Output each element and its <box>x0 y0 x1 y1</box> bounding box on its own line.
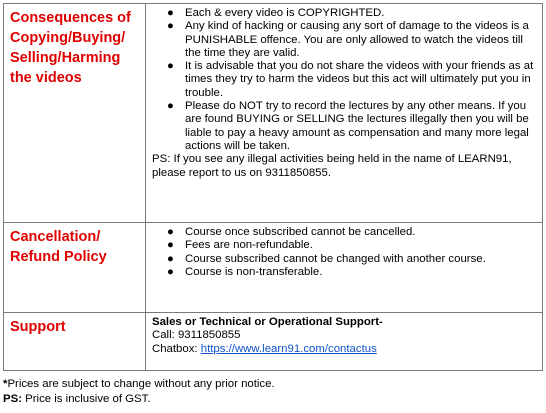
bullet-icon: ● <box>167 7 174 19</box>
bullet-icon: ● <box>167 265 174 278</box>
asterisk: * <box>3 378 8 390</box>
list-item <box>152 253 538 266</box>
list-item-text: Fees are non-refundable. <box>185 239 313 252</box>
support-phone: Call: 9311850855 <box>152 329 241 342</box>
consequences-heading: Consequences of Copying/Buying/ Selling/Harming the videos <box>4 4 146 223</box>
bullet-icon: ● <box>167 60 174 73</box>
price-note <box>3 377 275 392</box>
cancellation-content <box>146 223 543 313</box>
bullet-icon: ● <box>167 252 174 265</box>
price-note-text: Prices are subject to change without any prior notice. <box>7 378 275 390</box>
list-item-text: Each & every video is COPYRIGHTED. <box>185 7 385 19</box>
list-item <box>152 266 538 279</box>
list-item <box>152 7 538 20</box>
cancellation-heading: Cancellation/ Refund Policy <box>4 223 146 313</box>
bullet-icon: ● <box>167 226 174 238</box>
list-item <box>152 60 538 100</box>
bullet-icon: ● <box>167 239 174 252</box>
list-item-text: Course once subscribed cannot be cancelled. <box>185 226 416 238</box>
list-item <box>152 100 538 153</box>
support-content <box>146 313 543 371</box>
consequences-content <box>146 4 543 223</box>
report-note: PS: If you see any illegal activities being held in the name of LEARN91, please report to us on 9311850855. <box>152 153 512 179</box>
contact-link[interactable]: https://www.learn91.com/contactus <box>200 342 377 355</box>
list-item <box>152 226 538 239</box>
gst-note-text: Price is inclusive of GST. <box>22 392 151 405</box>
policy-table <box>3 3 543 371</box>
consequences-row <box>4 4 543 223</box>
support-title: Sales or Technical or Operational Support- <box>152 316 383 328</box>
list-item-text: It is advisable that you do not share the videos with your friends as at times they try to harm the videos but this act will ultimately put you in trouble. <box>185 60 534 99</box>
bullet-icon: ● <box>167 100 174 113</box>
chatbox-label: Chatbox: <box>152 342 201 355</box>
gst-note <box>3 392 275 407</box>
footer-notes <box>3 377 275 406</box>
cancellation-list <box>152 226 538 279</box>
list-item <box>152 20 538 60</box>
support-row <box>4 313 543 371</box>
support-heading: Support <box>4 313 146 371</box>
list-item-text: Any kind of hacking or causing any sort of damage to the videos is a PUNISHABLE offence. You are only allowed to watch the videos till the time they are valid. <box>185 20 529 59</box>
cancellation-row <box>4 223 543 313</box>
list-item-text: Course is non-transferable. <box>185 265 323 278</box>
gst-note-label: PS: <box>3 392 22 405</box>
consequences-list <box>152 7 538 153</box>
list-item-text: Course subscribed cannot be changed with another course. <box>185 252 486 265</box>
list-item <box>152 239 538 252</box>
support-chatbox <box>152 343 538 356</box>
bullet-icon: ● <box>167 20 174 33</box>
list-item-text: Please do NOT try to record the lectures by any other means. If you are found BUYING or SELLING the lectures illegally then you will be liable to pay a heavy amount as compensation and many more legal actions will be taken. <box>185 100 529 152</box>
